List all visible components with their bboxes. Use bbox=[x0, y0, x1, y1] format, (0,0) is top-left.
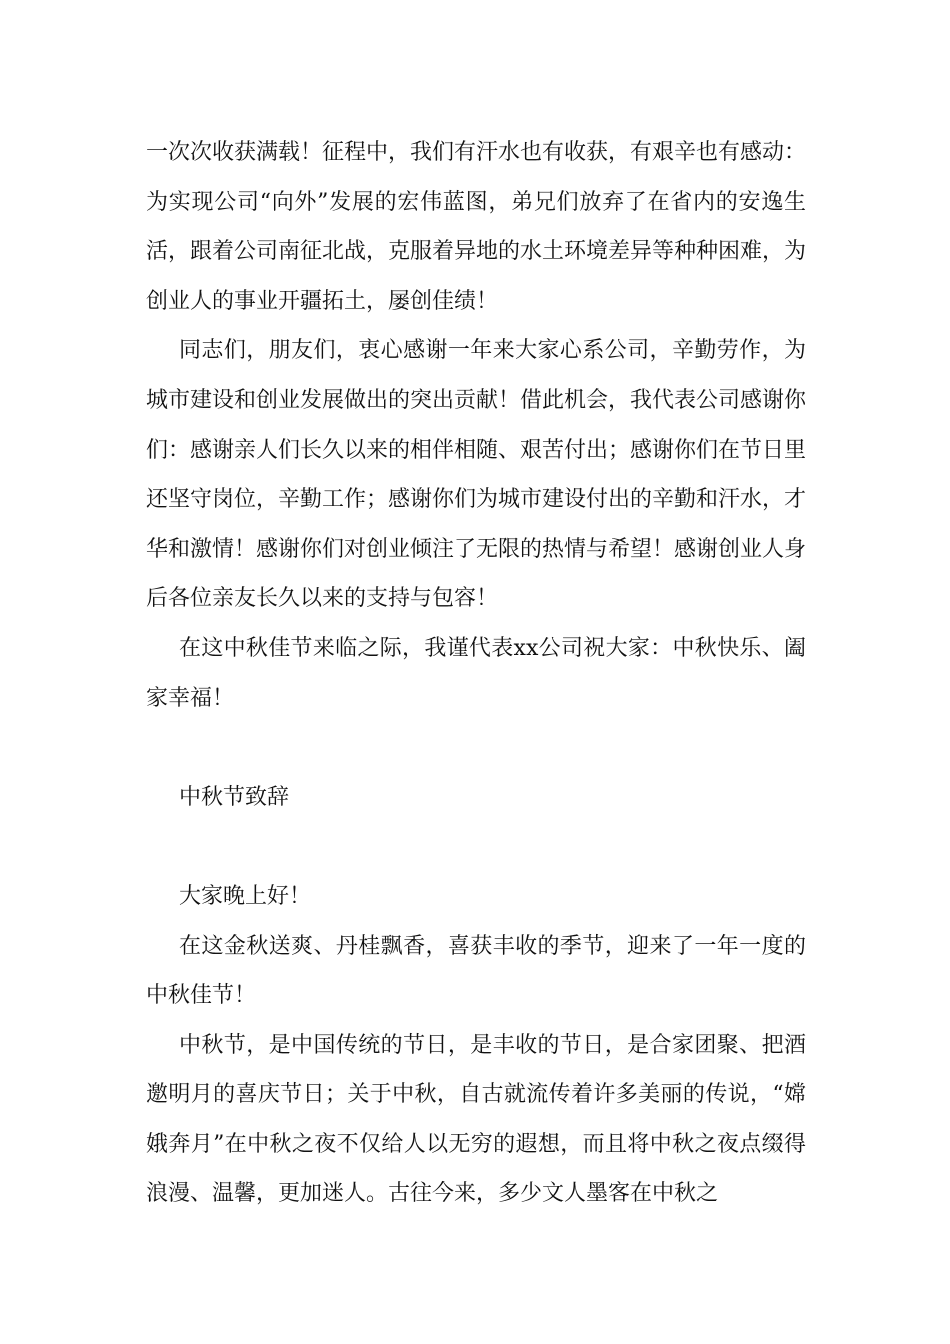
blank-line bbox=[146, 723, 806, 773]
paragraph-salutation: 大家晚上好！ bbox=[179, 883, 312, 909]
paragraph-thanks: 同志们，朋友们，衷心感谢一年来大家心系公司，辛勤劳作，为城市建设和创业发展做出的突出贡献！借此机会，我代表公司感谢你们：感谢亲人们长久以来的相伴相随、艰苦付出；感谢你们在节日里还坚守岗位，辛勤工作；感谢你们为城市建设付出的辛勤和汗水，才华和激情！感谢你们对创业倾注了无限的热情与希望！感谢创业人身后各位亲友长久以来的支持与包容！ bbox=[146, 338, 807, 612]
document-body bbox=[146, 128, 806, 1219]
paragraph-season: 在这金秋送爽、丹桂飘香，喜获丰收的季节，迎来了一年一度的中秋佳节！ bbox=[146, 933, 806, 1009]
paragraph-continuation: 一次次收获满载！征程中，我们有汗水也有收获，有艰辛也有感动：为实现公司“向外”发展的宏伟蓝图，弟兄们放弃了在省内的安逸生活，跟着公司南征北战，克服着异地的水土环境差异等种种困难，为创业人的事业开疆拓土，屡创佳绩！ bbox=[146, 140, 807, 314]
paragraph-festival-intro: 中秋节，是中国传统的节日，是丰收的节日，是合家团聚、把酒邀明月的喜庆节日；关于中秋，自古就流传着许多美丽的传说，“嫦娥奔月”在中秋之夜不仅给人以无穷的遐想，而且将中秋之夜点缀得浪漫、温馨，更加迷人。古往今来，多少文人墨客在中秋之 bbox=[146, 1032, 806, 1207]
blank-line bbox=[146, 822, 806, 872]
paragraph-greeting-wishes: 在这中秋佳节来临之际，我谨代表xx公司祝大家：中秋快乐、阖家幸福！ bbox=[146, 635, 806, 711]
section-title: 中秋节致辞 bbox=[179, 784, 290, 810]
